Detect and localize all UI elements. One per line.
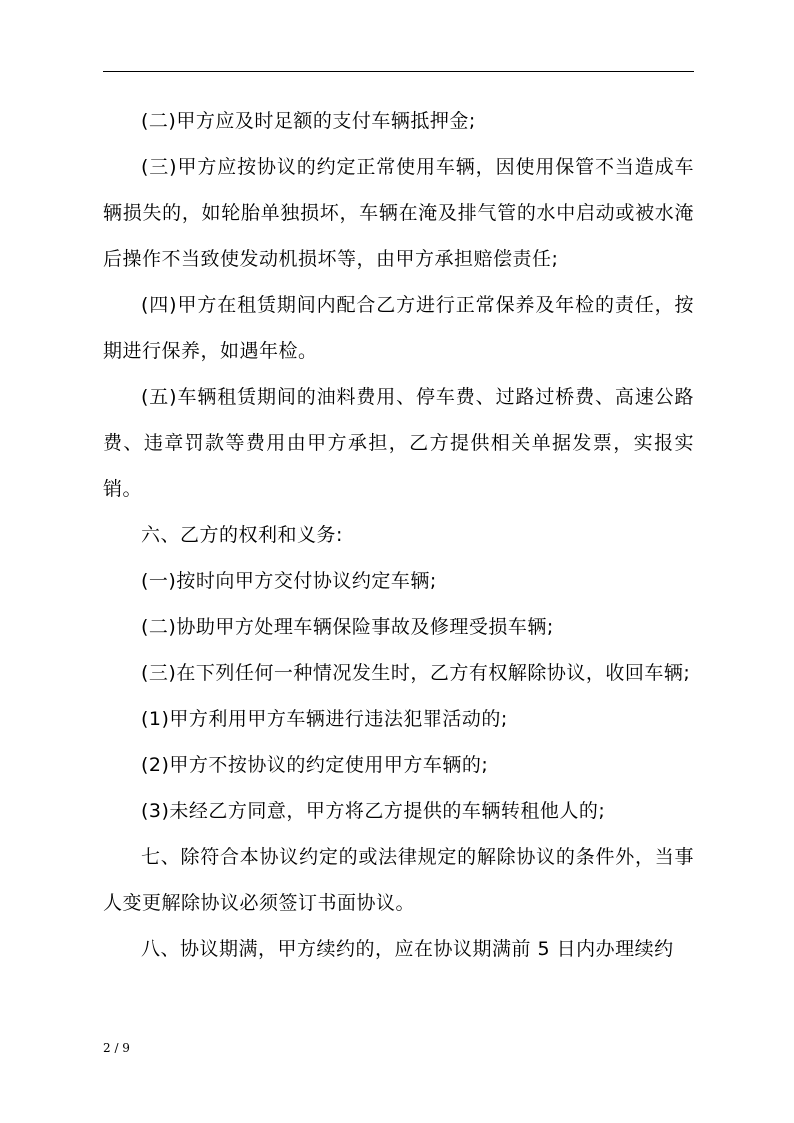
list-item: (1)甲方利用甲方车辆进行违法犯罪活动的; xyxy=(141,708,508,730)
page-number: 2 / 9 xyxy=(103,1041,130,1055)
paragraph: (二)协助甲方处理车辆保险事故及修理受损车辆; xyxy=(141,616,554,638)
paragraph: (二)甲方应及时足额的支付车辆抵押金; xyxy=(141,110,476,132)
section-paragraph: 八、协议期满，甲方续约的，应在协议期满前 5 日内办理续约 xyxy=(141,938,674,960)
paragraph: (三)在下列任何一种情况发生时，乙方有权解除协议，收回车辆; xyxy=(141,662,691,684)
section-heading: 六、乙方的权利和义务: xyxy=(141,524,343,546)
paragraph: (一)按时向甲方交付协议约定车辆; xyxy=(141,570,437,592)
list-item: (2)甲方不按协议的约定使用甲方车辆的; xyxy=(141,754,489,776)
section-paragraph: 七、除符合本协议约定的或法律规定的解除协议的条件外，当事人变更解除协议必须签订书面协议。 xyxy=(103,846,694,914)
list-item: (3)未经乙方同意，甲方将乙方提供的车辆转租他人的; xyxy=(141,800,606,822)
document-body xyxy=(103,98,694,972)
header-divider xyxy=(103,71,694,72)
paragraph: (五)车辆租赁期间的油料费用、停车费、过路过桥费、高速公路费、违章罚款等费用由甲方承担，乙方提供相关单据发票，实报实销。 xyxy=(103,386,694,500)
paragraph: (三)甲方应按协议的约定正常使用车辆，因使用保管不当造成车辆损失的，如轮胎单独损坏，车辆在淹及排气管的水中启动或被水淹后操作不当致使发动机损坏等，由甲方承担赔偿责任; xyxy=(103,156,694,270)
paragraph: (四)甲方在租赁期间内配合乙方进行正常保养及年检的责任，按期进行保养，如遇年检。 xyxy=(103,294,694,362)
